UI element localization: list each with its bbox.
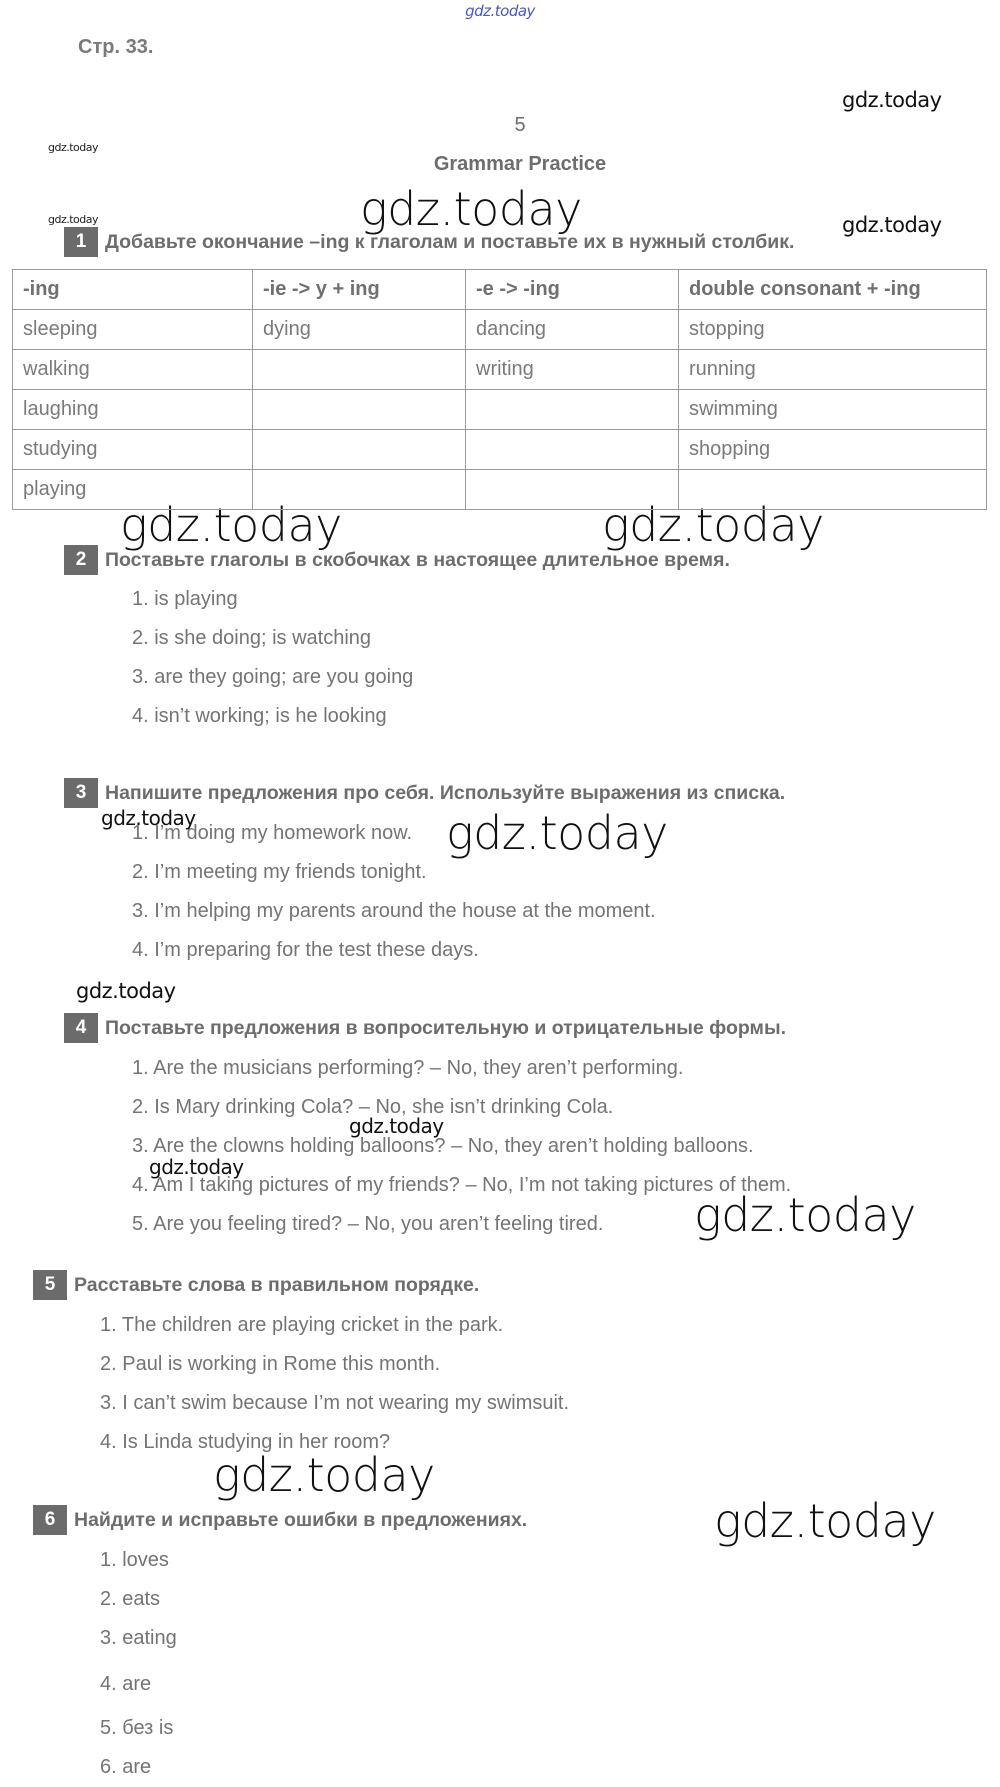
- table-cell: studying: [13, 430, 253, 470]
- exercise-number-badge: 4: [64, 1013, 98, 1043]
- table-cell: writing: [466, 350, 679, 390]
- list-item: 5. Are you feeling tired? – No, you aren’t feeling tired.: [132, 1213, 604, 1235]
- watermark: gdz.today: [48, 141, 99, 154]
- list-item: 2. I’m meeting my friends tonight.: [132, 861, 427, 883]
- table-row: [13, 310, 987, 350]
- watermark: gdz.today: [842, 88, 942, 112]
- list-item: 1. I’m doing my homework now.: [132, 822, 413, 844]
- table-cell: [253, 430, 466, 470]
- exercise-3-header: [64, 778, 785, 808]
- list-item: 3. I can’t swim because I’m not wearing my swimsuit.: [100, 1392, 570, 1414]
- exercise-number-badge: 2: [64, 545, 98, 575]
- list-item: 5. без is: [100, 1717, 174, 1739]
- list-item: 3. are they going; are you going: [132, 666, 414, 688]
- table-cell: shopping: [679, 430, 987, 470]
- list-item: 2. Is Mary drinking Cola? – No, she isn’t drinking Cola.: [132, 1096, 614, 1118]
- watermark: gdz.today: [149, 1155, 244, 1179]
- list-item: 4. Is Linda studying in her room?: [100, 1431, 391, 1453]
- table-cell: [679, 470, 987, 510]
- table-cell: laughing: [13, 390, 253, 430]
- watermark: gdz.today: [101, 806, 196, 830]
- exercise-number-badge: 1: [64, 227, 98, 257]
- exercise-number-badge: 6: [33, 1505, 67, 1535]
- table-row: [13, 470, 987, 510]
- table-header-cell: -ie -> y + ing: [253, 270, 466, 310]
- table-cell: [253, 390, 466, 430]
- list-item: 4. are: [100, 1673, 152, 1695]
- table-cell: swimming: [679, 390, 987, 430]
- table-cell: dancing: [466, 310, 679, 350]
- watermark: gdz.today: [714, 1494, 936, 1548]
- list-item: 1. Are the musicians performing? – No, they aren’t performing.: [132, 1057, 684, 1079]
- watermark: gdz.today: [360, 182, 582, 236]
- list-item: 6. are: [100, 1756, 152, 1778]
- table-cell: [466, 390, 679, 430]
- exercise-title: Поставьте предложения в вопросительную и отрицательные формы.: [105, 1016, 787, 1039]
- list-item: 1. loves: [100, 1549, 169, 1571]
- exercise-title: Найдите и исправьте ошибки в предложениях.: [74, 1508, 528, 1531]
- list-item: 2. Paul is working in Rome this month.: [100, 1353, 441, 1375]
- exercise-title: Расставьте слова в правильном порядке.: [74, 1273, 480, 1296]
- table-cell: [466, 470, 679, 510]
- exercise-title: Поставьте глаголы в скобочках в настоящее длительное время.: [105, 548, 730, 571]
- table-row: [13, 430, 987, 470]
- watermark: gdz.today: [446, 806, 668, 860]
- watermark: gdz.today: [694, 1188, 916, 1242]
- table-cell: running: [679, 350, 987, 390]
- table-cell: sleeping: [13, 310, 253, 350]
- list-item: 4. I’m preparing for the test these days.: [132, 939, 479, 961]
- exercise-2-header: [64, 545, 730, 575]
- exercise-1-header: [64, 227, 794, 257]
- watermark: gdz.today: [213, 1448, 435, 1502]
- watermark: gdz.today: [842, 213, 942, 237]
- list-item: 4. Am I taking pictures of my friends? – No, I’m not taking pictures of them.: [132, 1174, 792, 1196]
- table-header-row: [13, 270, 987, 310]
- list-item: 3. I’m helping my parents around the house at the moment.: [132, 900, 656, 922]
- exercise-title: Добавьте окончание –ing к глаголам и поставьте их в нужный столбик.: [105, 230, 795, 253]
- watermark: gdz.today: [602, 498, 824, 552]
- table-cell: [466, 430, 679, 470]
- exercise-number-badge: 3: [64, 778, 98, 808]
- table-row: [13, 390, 987, 430]
- watermark: gdz.today: [120, 498, 342, 552]
- list-item: 1. is playing: [132, 588, 238, 610]
- unit-number: 5: [514, 114, 526, 136]
- table-header-cell: -e -> -ing: [466, 270, 679, 310]
- table-cell: [253, 470, 466, 510]
- section-title: Grammar Practice: [433, 153, 607, 175]
- table-cell: [253, 350, 466, 390]
- list-item: 3. Are the clowns holding balloons? – No, they aren’t holding balloons.: [132, 1135, 754, 1157]
- list-item: 3. eating: [100, 1627, 177, 1649]
- table-header-cell: -ing: [13, 270, 253, 310]
- table-cell: walking: [13, 350, 253, 390]
- list-item: 1. The children are playing cricket in the park.: [100, 1314, 504, 1336]
- watermark: gdz.today: [76, 979, 176, 1003]
- table-header-cell: double consonant + -ing: [679, 270, 987, 310]
- list-item: 2. is she doing; is watching: [132, 627, 372, 649]
- table-cell: playing: [13, 470, 253, 510]
- exercise-title: Напишите предложения про себя. Используйте выражения из списка.: [105, 781, 786, 804]
- watermark-top: gdz.today: [465, 2, 535, 20]
- table-cell: stopping: [679, 310, 987, 350]
- list-item: 4. isn’t working; is he looking: [132, 705, 387, 727]
- table-cell: dying: [253, 310, 466, 350]
- exercise-5-header: [33, 1270, 479, 1300]
- watermark: gdz.today: [349, 1114, 444, 1138]
- ing-rules-table: [12, 269, 987, 510]
- table-row: [13, 350, 987, 390]
- list-item: 2. eats: [100, 1588, 161, 1610]
- page-label: Стр. 33.: [78, 36, 154, 58]
- watermark: gdz.today: [48, 213, 99, 226]
- exercise-number-badge: 5: [33, 1270, 67, 1300]
- exercise-6-header: [33, 1505, 527, 1535]
- exercise-4-header: [64, 1013, 786, 1043]
